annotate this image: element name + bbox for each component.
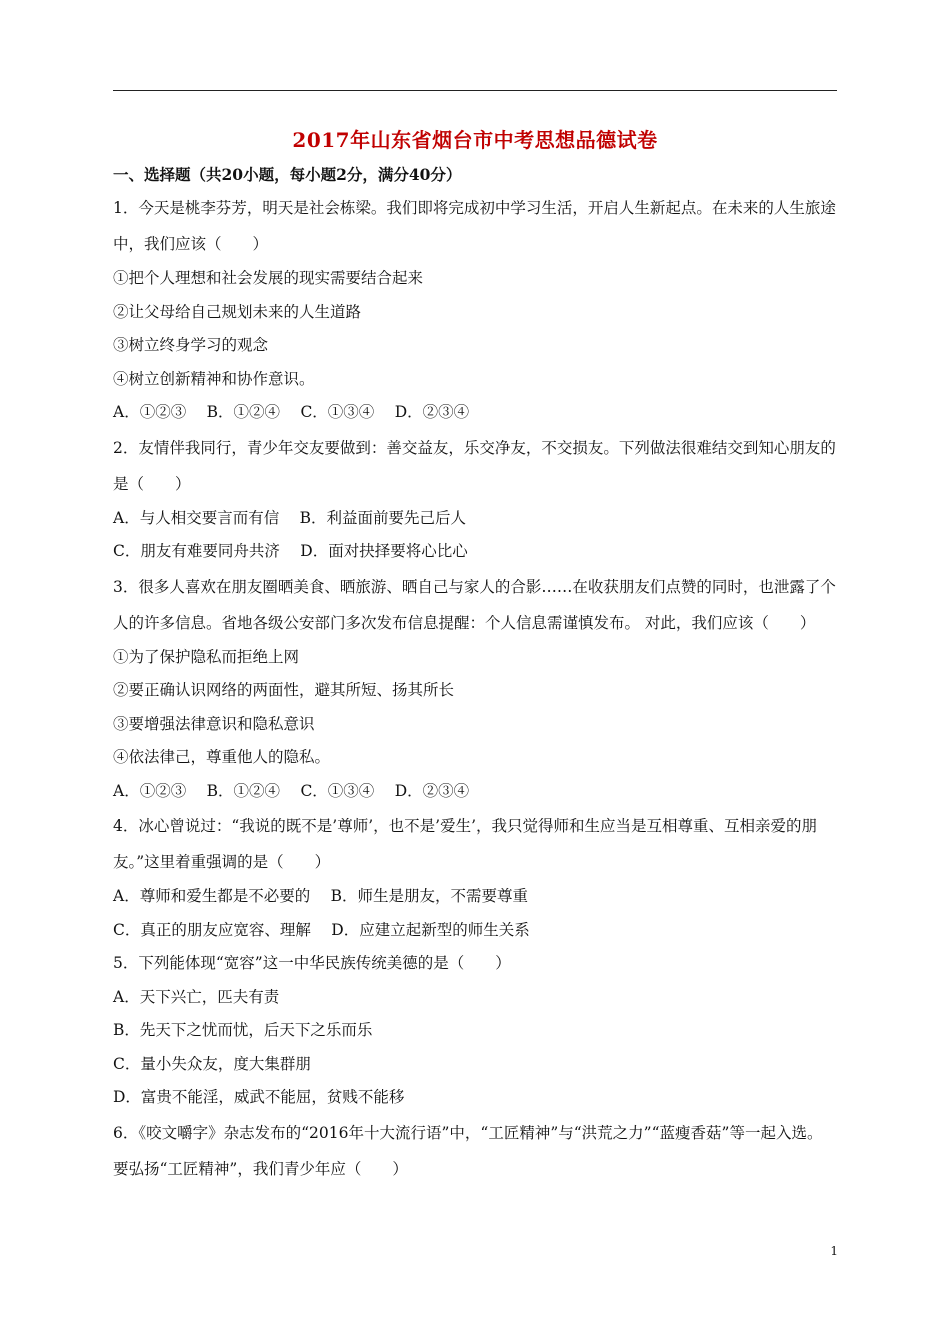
question-3-statement-3: ③要增强法律意识和隐私意识 xyxy=(113,714,315,733)
question-4-options-cd: C．真正的朋友应宽容、理解 D．应建立起新型的师生关系 xyxy=(113,920,530,939)
question-3-statement-2: ②要正确认识网络的两面性，避其所短、扬其所长 xyxy=(113,681,455,699)
question-1-statement-2: ②让父母给自己规划未来的人生道路 xyxy=(113,302,362,321)
question-5-stem: 5．下列能体现“宽容”这一中华民族传统美德的是（ ） xyxy=(113,954,511,972)
question-3-stem: 3．很多人喜欢在朋友圈晒美食、晒旅游、晒自己与家人的合影……在收获朋友们点赞的同时，也泄露了个人的许多信息。省地各级公安部门多次发布信息提醒：个人信息需谨慎发布。 对此，我们应该（ ） xyxy=(113,577,836,632)
question-4-options-ab: A．尊师和爱生都是不必要的 B．师生是朋友，不需要尊重 xyxy=(113,887,529,905)
question-5-option-d: D．富贵不能淫，威武不能屈，贫贱不能移 xyxy=(113,1088,405,1106)
question-2-options-ab: A．与人相交要言而有信 B．利益面前要先己后人 xyxy=(113,508,467,527)
header-rule xyxy=(113,90,837,91)
question-1-stem: 1．今天是桃李芬芳，明天是社会栋梁。我们即将完成初中学习生活，开启人生新起点。在未来的人生旅途中，我们应该（ ） xyxy=(113,199,836,253)
question-5-option-b: B．先天下之忧而忧，后天下之乐而乐 xyxy=(113,1021,373,1039)
page-number: 1 xyxy=(830,1244,838,1258)
question-4-stem: 4．冰心曾说过：“我说的既不是’尊师’，也不是’爱生’，我只觉得师和生应当是互相尊重、互相亲爱的朋友。”这里着重强调的是（ ） xyxy=(113,817,817,871)
question-2-stem: 2．友情伴我同行，青少年交友要做到：善交益友，乐交净友，不交损友。下列做法很难结交到知心朋友的是（ ） xyxy=(113,438,836,493)
question-1-statement-3: ③树立终身学习的观念 xyxy=(113,336,269,354)
question-1-statement-4: ④树立创新精神和协作意识。 xyxy=(113,369,315,388)
question-3-options: A．①②③ B．①②④ C．①③④ D．②③④ xyxy=(113,781,470,800)
question-list xyxy=(113,190,837,1187)
question-1-options: A．①②③ B．①②④ C．①③④ D．②③④ xyxy=(113,403,470,421)
section-heading: 一、选择题（共20小题，每小题2分，满分40分） xyxy=(113,165,462,184)
question-3-statement-4: ④依法律己，尊重他人的隐私。 xyxy=(113,748,331,766)
question-1-statement-1: ①把个人理想和社会发展的现实需要结合起来 xyxy=(113,269,424,287)
question-5-option-a: A．天下兴亡，匹夫有责 xyxy=(113,987,280,1006)
question-3-statement-1: ①为了保护隐私而拒绝上网 xyxy=(113,647,300,666)
question-5-option-c: C．量小失众友，度大集群朋 xyxy=(113,1054,311,1073)
question-6-stem: 6．《咬文嚼字》杂志发布的“2016年十大流行语”中，“工匠精神”与“洪荒之力”“蓝瘦香菇”等一起入选。要弘扬“工匠精神”，我们青少年应（ ） xyxy=(113,1123,823,1178)
page-title: 2017年山东省烟台市中考思想品德试卷 xyxy=(292,128,658,152)
question-2-options-cd: C．朋友有难要同舟共济 D．面对抉择要将心比心 xyxy=(113,542,468,560)
